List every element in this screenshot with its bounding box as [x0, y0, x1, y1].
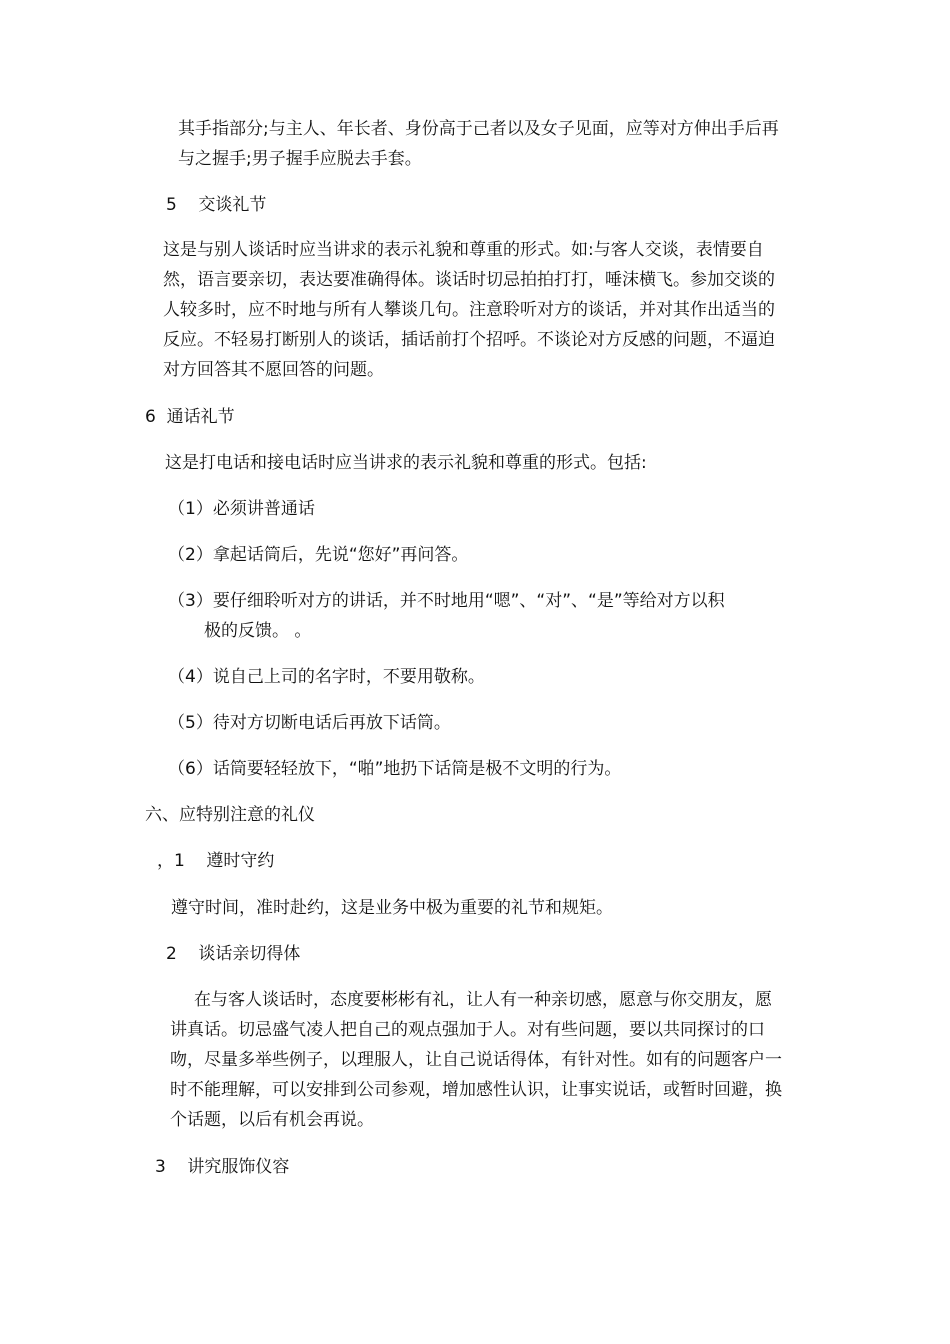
- text-line: 与之握手;男子握手应脱去手套。: [178, 149, 422, 169]
- text-line: 其手指部分;与主人、年长者、身份高于己者以及女子见面，应等对方伸出手后再: [178, 119, 779, 139]
- conversation-paragraph: [163, 235, 775, 385]
- text-line: 对方回答其不愿回答的问题。: [163, 360, 384, 380]
- phone-item-6: （6）话筒要轻轻放下，“啪”地扔下话筒是极不文明的行为。: [168, 759, 622, 779]
- conversation-manner-paragraph: [170, 985, 782, 1135]
- text-line: 讲真话。切忌盛气凌人把自己的观点强加于人。对有些问题，要以共同探讨的口: [170, 1020, 765, 1040]
- phone-item-3-continued: 极的反馈。 。: [204, 621, 312, 641]
- phone-intro-paragraph: 这是打电话和接电话时应当讲求的表示礼貌和尊重的形式。包括:: [165, 453, 647, 473]
- text-line: 然，语言要亲切，表达要准确得体。谈话时切忌拍拍打打，唾沫横飞。参加交谈的: [163, 270, 775, 290]
- heading-phone-etiquette: 6 通话礼节: [145, 407, 235, 427]
- text-line: 人较多时，应不时地与所有人攀谈几句。注意聆听对方的谈话，并对其作出适当的: [163, 300, 775, 320]
- phone-item-1: （1）必须讲普通话: [168, 499, 315, 519]
- text-line: 吻，尽量多举些例子，以理服人，让自己说话得体，有针对性。如有的问题客户一: [170, 1050, 782, 1070]
- subheading-punctuality: ，1 遵时守约: [157, 851, 275, 871]
- phone-item-5: （5）待对方切断电话后再放下话筒。: [168, 713, 451, 733]
- text-line: 时不能理解，可以安排到公司参观，增加感性认识，让事实说话，或暂时回避，换: [170, 1080, 782, 1100]
- phone-item-3: （3）要仔细聆听对方的讲话，并不时地用“嗯”、“对”、“是”等给对方以积: [168, 591, 725, 611]
- phone-item-4: （4）说自己上司的名字时，不要用敬称。: [168, 667, 485, 687]
- text-line: 个话题，以后有机会再说。: [170, 1110, 374, 1130]
- handshake-paragraph-continued: [178, 114, 779, 174]
- text-line: 在与客人谈话时，态度要彬彬有礼，让人有一种亲切感，愿意与你交朋友，愿: [194, 990, 772, 1010]
- text-line: 这是与别人谈话时应当讲求的表示礼貌和尊重的形式。如:与客人交谈，表情要自: [163, 240, 764, 260]
- phone-item-2: （2）拿起话筒后，先说“您好”再问答。: [168, 545, 469, 565]
- heading-conversation-etiquette: 5 交谈礼节: [166, 195, 267, 215]
- subheading-conversation-manner: 2 谈话亲切得体: [166, 944, 301, 964]
- section-heading-special-etiquette: 六、应特别注意的礼仪: [145, 805, 315, 825]
- subheading-dress-appearance: 3 讲究服饰仪容: [155, 1157, 290, 1177]
- text-line: 反应。不轻易打断别人的谈话，插话前打个招呼。不谈论对方反感的问题，不逼迫: [163, 330, 775, 350]
- punctuality-paragraph: 遵守时间，准时赴约，这是业务中极为重要的礼节和规矩。: [171, 898, 613, 918]
